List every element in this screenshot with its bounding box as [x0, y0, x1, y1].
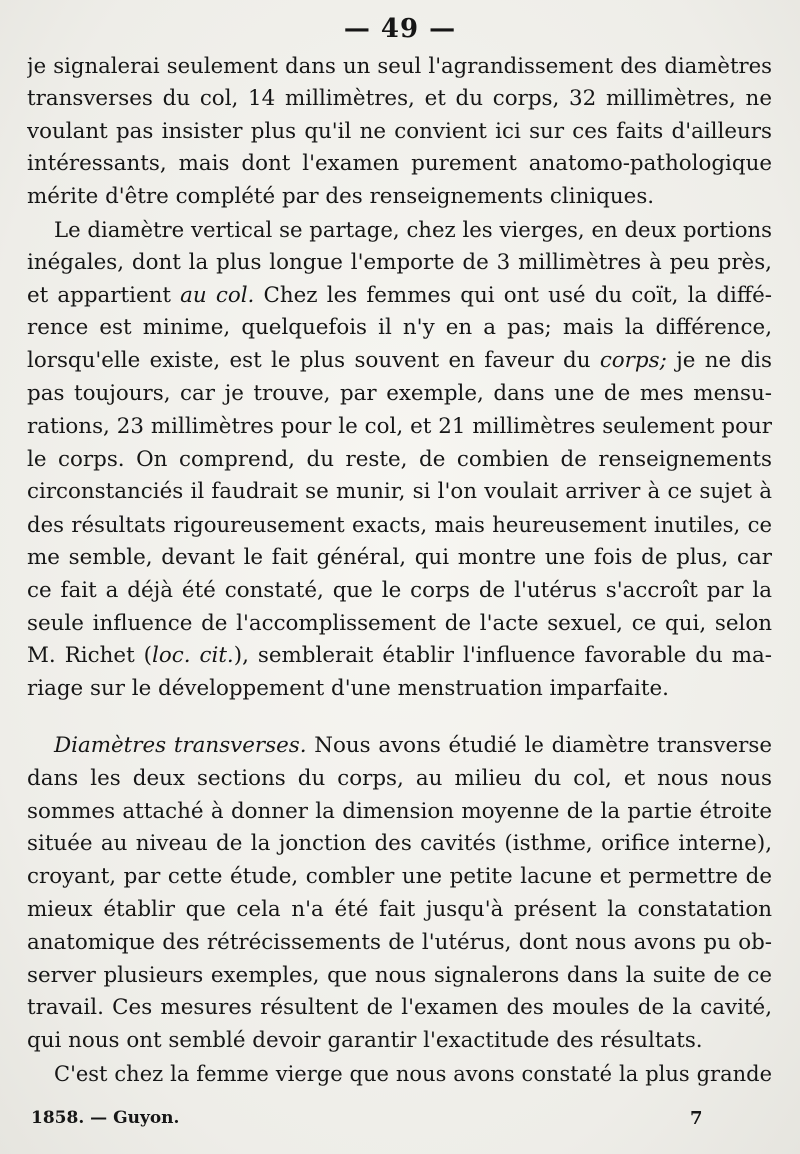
paragraph1-line: intéressants, mais dont l'examen purement anatomo-pathologique	[27, 151, 772, 177]
paragraph1-line: mérite d'être complété par des renseignements cliniques.	[27, 184, 655, 210]
paragraph2-line	[27, 280, 772, 313]
paragraph3-line: sommes attaché à donner la dimension moyenne de la partie étroite	[27, 798, 772, 824]
paragraph2-line: riage sur le développement d'une menstruation imparfaite.	[27, 676, 669, 702]
paragraph2-line: rence est minime, quelquefois il n'y en a pas; mais la différence,	[27, 315, 772, 341]
text-run: et appartient	[27, 282, 171, 308]
paragraph2-line: des résultats rigoureusement exacts, mais heureusement inutiles, ce	[27, 512, 772, 538]
paragraph2-line: me semble, devant le fait général, qui montre une fois de plus, car	[27, 544, 772, 570]
footer-sheet-number: 7	[690, 1108, 703, 1129]
italic-term: corps;	[599, 348, 667, 374]
text-run: Nous avons étudié le diamètre transverse	[314, 732, 772, 758]
italic-term: au col.	[180, 282, 255, 308]
italic-term: loc. cit.	[152, 643, 234, 669]
paragraph1-line: voulant pas insister plus qu'il ne convient ici sur ces faits d'ailleurs	[27, 118, 772, 144]
paragraph2-line: inégales, dont la plus longue l'emporte de 3 millimètres à peu près,	[27, 249, 772, 275]
paragraph4-line: C'est chez la femme vierge que nous avons constaté la plus grande	[54, 1061, 772, 1086]
paragraph3-line: située au niveau de la jonction des cavités (isthme, orifice interne),	[27, 831, 772, 857]
paragraph2-line: seule influence de l'accomplissement de l'acte sexuel, ce qui, selon	[27, 610, 772, 636]
footer-signature: 1858. — Guyon.	[31, 1108, 180, 1128]
paragraph3-line: mieux établir que cela n'a été fait jusqu'à présent la constatation	[27, 896, 772, 922]
paragraph3-line: anatomique des rétrécissements de l'utérus, dont nous avons pu ob-	[27, 929, 772, 955]
paragraph3-line: server plusieurs exemples, que nous signalerons dans la suite de ce	[27, 962, 772, 988]
section-heading: Diamètres transverses.	[54, 732, 307, 758]
paragraph3-line: travail. Ces mesures résultent de l'examen des moules de la cavité,	[27, 995, 772, 1021]
page-number: — 49 —	[343, 14, 457, 44]
text-run: M. Richet (	[27, 643, 153, 669]
paragraph2-line: rations, 23 millimètres pour le col, et 21 millimètres seulement pour	[27, 413, 772, 439]
paragraph3-line	[27, 730, 772, 763]
paragraph2-line	[27, 640, 772, 673]
text-run: ), semblerait établir l'influence favorable du ma-	[233, 643, 772, 669]
paragraph2-line: Le diamètre vertical se partage, chez les vierges, en deux portions	[54, 216, 772, 242]
paragraph1-line: je signalerai seulement dans un seul l'agrandissement des diamètres	[27, 53, 772, 78]
paragraph2-line: circonstanciés il faudrait se munir, si l'on voulait arriver à ce sujet à	[27, 479, 772, 505]
paragraph1-line: transverses du col, 14 millimètres, et du corps, 32 millimètres, ne	[27, 85, 772, 111]
paragraph2-line	[27, 345, 772, 378]
text-run: lorsqu'elle existe, est le plus souvent en faveur du	[27, 348, 591, 374]
paragraph2-line: ce fait a déjà été constaté, que le corps de l'utérus s'accroît par la	[27, 577, 772, 603]
paragraph3-line: qui nous ont semblé devoir garantir l'exactitude des résultats.	[27, 1028, 703, 1054]
paragraph3-line: croyant, par cette étude, combler une petite lacune et permettre de	[27, 864, 772, 890]
body-text	[27, 50, 772, 1091]
paragraph2-line: le corps. On comprend, du reste, de combien de renseignements	[27, 446, 772, 472]
text-run: Chez les femmes qui ont usé du coït, la diffé-	[263, 282, 772, 308]
paragraph-gap	[27, 706, 772, 730]
text-run: je ne dis	[676, 348, 772, 374]
paragraph3-line: dans les deux sections du corps, au milieu du col, et nous nous	[27, 765, 772, 791]
paragraph2-line: pas toujours, car je trouve, par exemple, dans une de mes mensu-	[27, 380, 772, 406]
